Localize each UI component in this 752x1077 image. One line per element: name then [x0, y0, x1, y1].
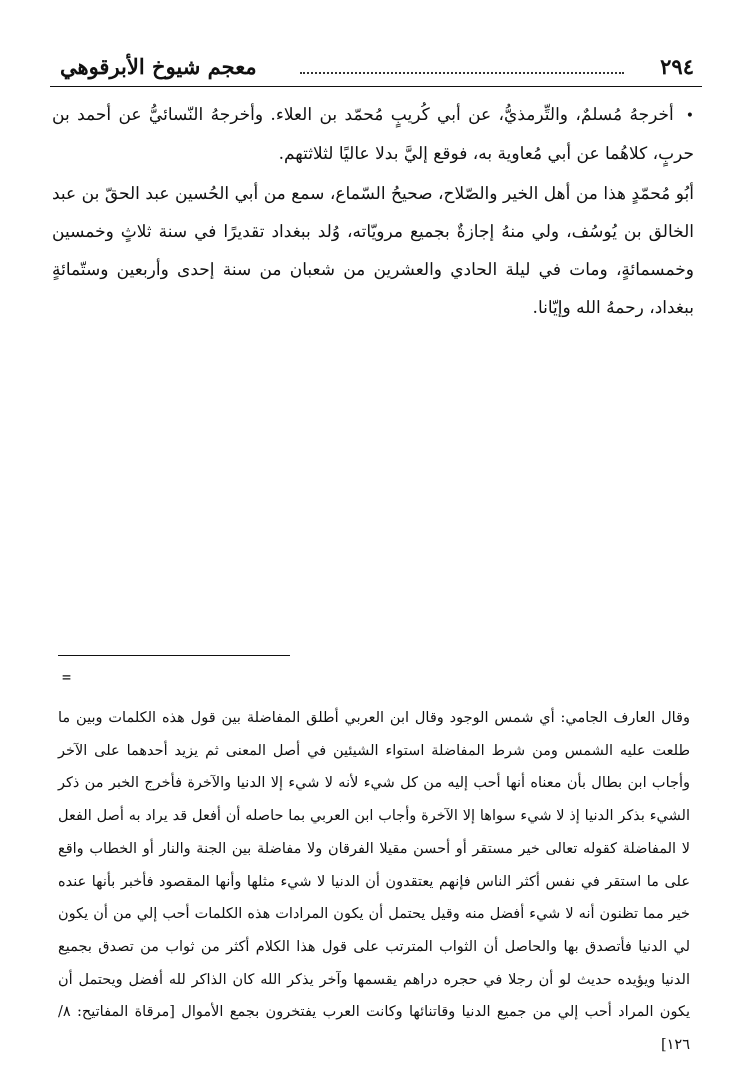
page-header	[50, 52, 702, 87]
bullet-dot-icon: •	[685, 108, 694, 124]
footnote-paragraph: وقال العارف الجامي: أي شمس الوجود وقال ابن العربي أطلق المفاضلة بين قول هذه الكلمات وبين ما طلعت عليه الشمس ومن شرط المفاضلة استواء الشيئين في أصل المعنى ثم يزيد أحدهما على الآخر وأجاب ابن بطال بأن معناه أنها أحب إليه من كل شيء لأنه لا شيء إلا الدنيا والآخرة فأخرج الخبر من ذكر الشيء بذكر الدنيا إذ لا شيء سواها إلا الآخرة وأجاب ابن العربي بما حاصله أن أفعل قد يراد به أصل الفعل لا المفاضلة كقوله تعالى خير مستقر أو أحسن مقيلا الفرقان ولا مفاضلة بين الجنة والنار أو الخطاب واقع على ما استقر في نفس أكثر الناس فإنهم يعتقدون أن الدنيا لا شيء مثلها وأنها المقصود فأخبر بأنها عنده خير مما تظنون أنه لا شيء أفضل منه وقيل يحتمل أن يكون المرادات هذه الكلمات أحب إلي من أن يكون لي الدنيا فأتصدق بها والحاصل أن الثواب المترتب على قول هذا الكلام أكثر من ثواب من تصدق بجميع الدنيا ويؤيده حديث لو أن رجلا في حجره دراهم يقسمها وآخر يذكر الله كان الذاكر لله أفضل ويحتمل أن يكون المراد أحب إلي من جميع الدنيا وقاتنائها وكانت العرب يفتخرون بجمع الأموال [مرقاة المفاتيح: ٨/ ١٢٦]	[58, 710, 690, 1054]
page-number: ٢٩٤	[660, 54, 694, 79]
main-paragraph-text: أخرجهُ مُسلمٌ، والتِّرمذيُّ، عن أبي كُريبٍ مُحمّد بن العلاء. وأخرجهُ النّسائيُّ عن أحمد بن حربٍ، كلاهُما عن أبي مُعاوية به، فوقع إليَّ بدلا عاليًا لثلاثتهم.	[52, 105, 694, 164]
footnote	[58, 702, 690, 1062]
footnote-divider	[58, 655, 290, 656]
main-paragraph	[52, 96, 694, 173]
main-text	[52, 96, 694, 327]
main-paragraph: أبُو مُحمّدٍ هذا من أهل الخير والصّلاح، صحيحُ السّماع، سمع من أبي الحُسين عبد الحقّ بن عبد الخالق بن يُوسُف، ولي منهُ إجازةٌ بجميع مرويّاته، وُلد ببغداد تقديرًا في سنة ثلاثٍ وخمسين وخمسمائةٍ، ومات في ليلة الحادي والعشرين من شعبان من سنة إحدى وأربعين وستّمائةٍ ببغداد، رحمهُ الله وإيّانا.	[52, 184, 694, 318]
header-dotted-leader	[300, 72, 624, 74]
running-title: معجم شيوخ الأبرقوهي	[60, 54, 257, 79]
footnote-continuation-mark: =	[62, 668, 72, 686]
